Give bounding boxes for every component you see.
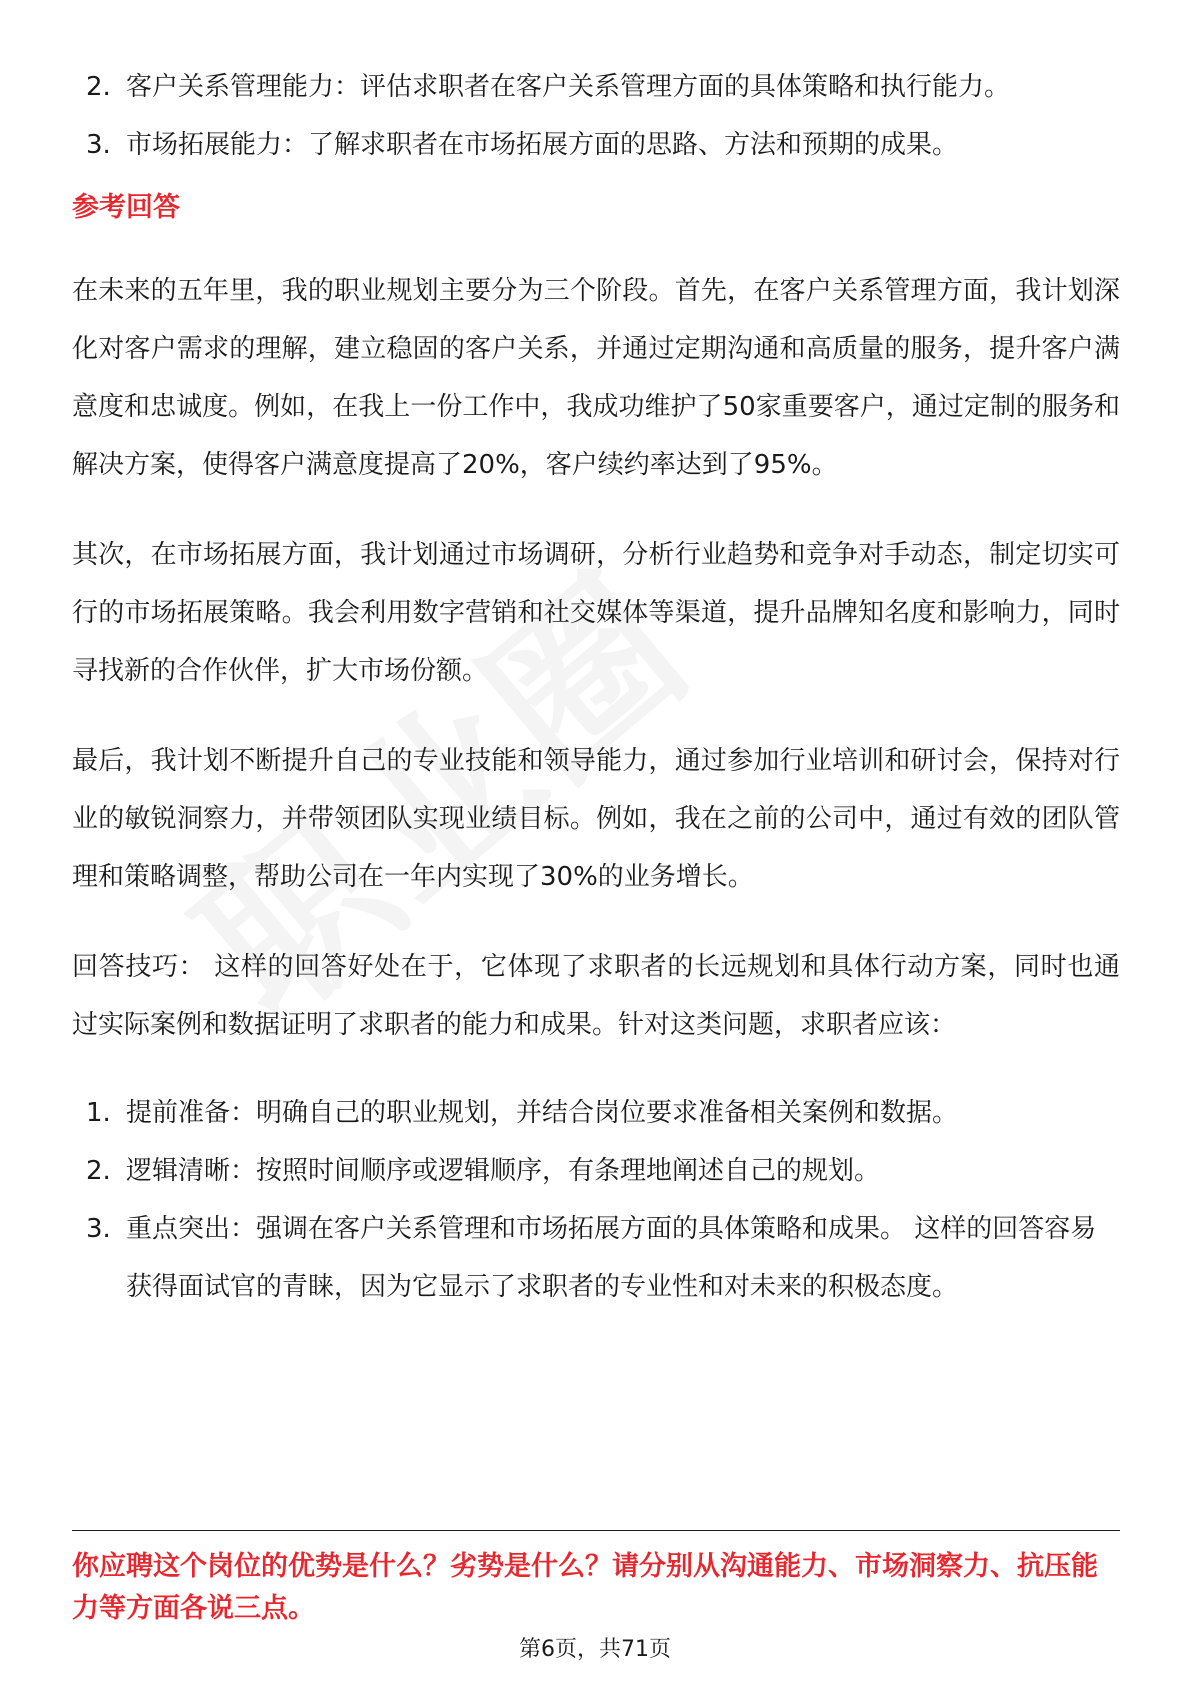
list-number: 1.: [86, 1098, 111, 1128]
list-number: 3.: [86, 130, 111, 160]
next-question-heading: 你应聘这个岗位的优势是什么？劣势是什么？请分别从沟通能力、市场洞察力、抗压能力等方面各说三点。: [72, 1551, 1098, 1624]
list-item: [72, 116, 1120, 174]
list-text: 市场拓展能力：了解求职者在市场拓展方面的思路、方法和预期的成果。: [126, 130, 959, 160]
answer-paragraph: 在未来的五年里，我的职业规划主要分为三个阶段。首先，在客户关系管理方面，我计划深化对客户需求的理解，建立稳固的客户关系，并通过定期沟通和高质量的服务，提升客户满意度和忠诚度。例如，在我上一份工作中，我成功维护了50家重要客户，通过定制的服务和解决方案，使得客户满意度提高了20%，客户续约率达到了95%。: [72, 276, 1120, 480]
reference-answer-heading: 参考回答: [72, 192, 180, 223]
list-number: 2.: [86, 1156, 111, 1186]
list-item: [72, 1200, 1120, 1316]
list-text: 提前准备：明确自己的职业规划，并结合岗位要求准备相关案例和数据。: [126, 1098, 959, 1128]
evaluation-list: [72, 58, 1120, 174]
tips-list: [72, 1084, 1120, 1316]
list-item: [72, 1142, 1120, 1200]
answer-tips-paragraph: 回答技巧： 这样的回答好处在于，它体现了求职者的长远规划和具体行动方案，同时也通过实际案例和数据证明了求职者的能力和成果。针对这类问题，求职者应该：: [72, 952, 1120, 1040]
list-number: 3.: [86, 1214, 111, 1244]
answer-paragraph: 最后，我计划不断提升自己的专业技能和领导能力，通过参加行业培训和研讨会，保持对行业的敏锐洞察力，并带领团队实现业绩目标。例如，我在之前的公司中，通过有效的团队管理和策略调整，帮助公司在一年内实现了30%的业务增长。: [72, 746, 1120, 892]
section-divider: [72, 1530, 1120, 1531]
list-item: [72, 58, 1120, 116]
content: [72, 58, 1120, 1316]
answer-paragraph: 其次，在市场拓展方面，我计划通过市场调研，分析行业趋势和竞争对手动态，制定切实可行的市场拓展策略。我会利用数字营销和社交媒体等渠道，提升品牌知名度和影响力，同时寻找新的合作伙伴，扩大市场份额。: [72, 540, 1120, 686]
list-number: 2.: [86, 72, 111, 102]
list-item: [72, 1084, 1120, 1142]
page-number: 第6页，共71页: [519, 1637, 671, 1662]
list-text: 重点突出：强调在客户关系管理和市场拓展方面的具体策略和成果。 这样的回答容易获得面试官的青睐，因为它显示了求职者的专业性和对未来的积极态度。: [126, 1214, 1097, 1302]
list-text: 逻辑清晰：按照时间顺序或逻辑顺序，有条理地阐述自己的规划。: [126, 1156, 881, 1186]
list-text: 客户关系管理能力：评估求职者在客户关系管理方面的具体策略和执行能力。: [126, 72, 1011, 102]
